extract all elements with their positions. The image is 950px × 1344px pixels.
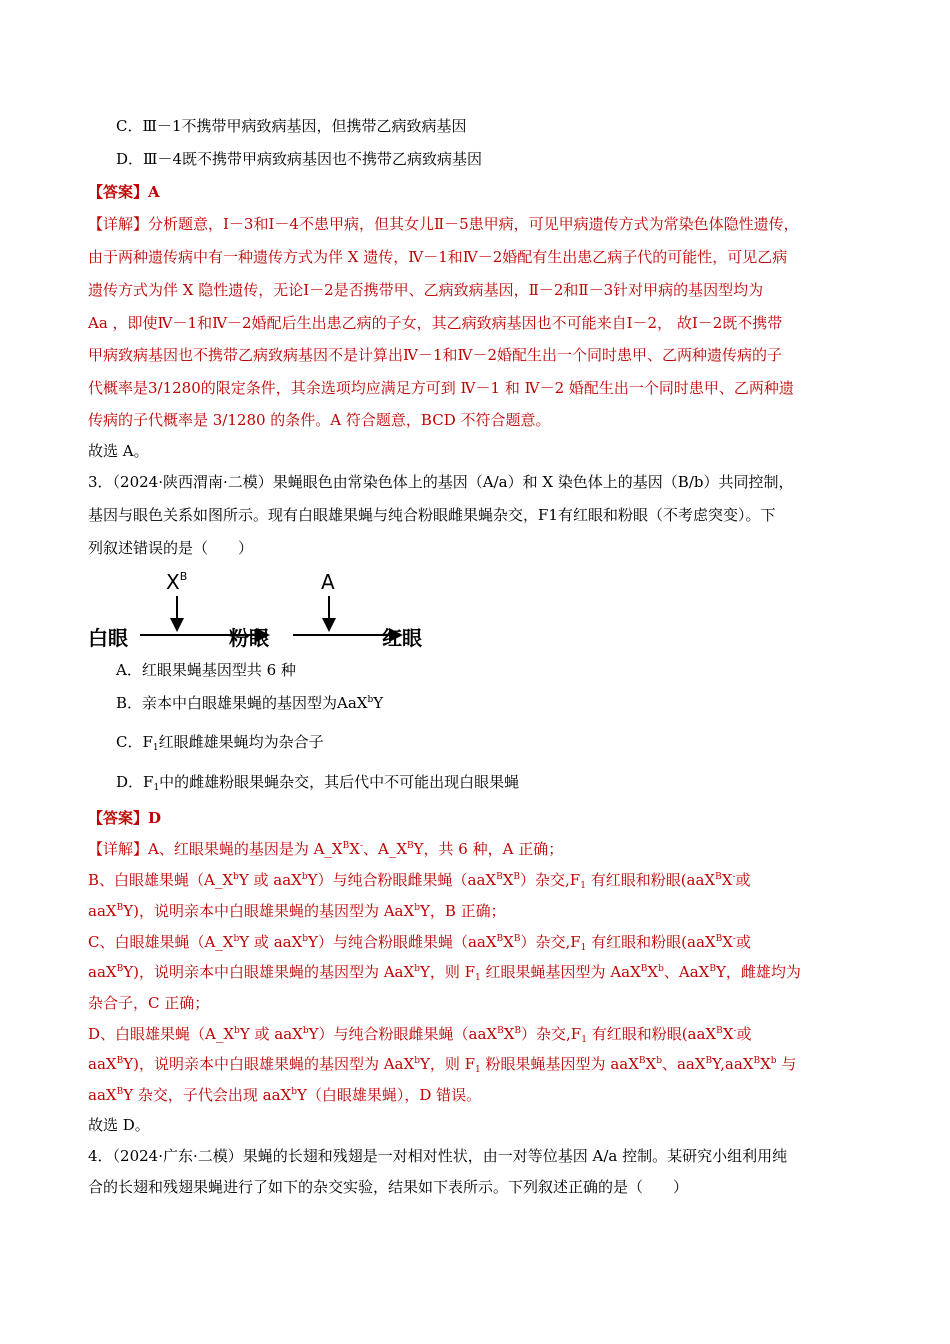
red-eye-node: 红眼 [382, 626, 422, 650]
option-c: C．$F_1$红眼雌雄果蝇均为杂合子 [116, 733, 324, 753]
pink-eye-node: 粉眼 [229, 626, 269, 650]
detail-d-line-1: D、白眼雄果蝇（$A\_X^bY$ 或 aaX$^b$Y）与纯合粉眼雌果蝇$(aaX^BX^B)$杂交$,F_1$ 有红眼和粉眼(aaX$^B$X-或 [88, 1025, 752, 1045]
white-eye-node: 白眼 [88, 626, 128, 650]
detail-a: 【详解】A、红眼果蝇的基因是为 $A\_X^BX^-$、$A\_X^BY$，共 6 种，A 正确； [88, 840, 564, 858]
xb-factor-label: $X^B$ [166, 570, 188, 594]
question-stem-line-1: 4．（2024·广东·二模）果蝇的长翅和残翅是一对相对性状，由一对等位基因 A/a 控制。某研究小组利用纯 [88, 1147, 788, 1165]
conclusion: 故选 D。 [88, 1116, 150, 1134]
detail-line-5: 甲病致病基因也不携带乙病致病基因不是计算出Ⅳ－1和Ⅳ－2婚配生出一个同时患甲、乙两种遗传病的子 [88, 346, 783, 364]
detail-line-2: 由于两种遗传病中有一种遗传方式为伴 X 遗传，Ⅳ－1和Ⅳ－2婚配有生出患乙病子代的可能性，可见乙病 [88, 248, 788, 266]
option-c: C．Ⅲ－1不携带甲病致病基因，但携带乙病致病基因 [116, 117, 467, 135]
option-b: B．亲本中白眼雄果蝇的基因型为AaX$^b$Y [116, 694, 384, 712]
xb-arrow [176, 596, 178, 630]
option-d: D．Ⅲ－4既不携带甲病致病基因也不携带乙病致病基因 [116, 150, 483, 168]
detail-b-line-1: B、白眼雄果蝇（$A\_X^bY$ 或 aaX$^b$Y）与纯合粉眼雌果蝇$(aaX^BX^B)$杂交$,F_1$ 有红眼和粉眼(aaX$^B$X-或 [88, 871, 751, 891]
detail-d-line-3: aaX$^B$Y 杂交，子代会出现 aaX$^b$Y（白眼雄果蝇），D 错误。 [88, 1086, 482, 1104]
option-d: D．$F_1$中的雌雄粉眼果蝇杂交，其后代中不可能出现白眼果蝇 [116, 773, 520, 793]
detail-b-line-2: aaX$^B$Y)，说明亲本中白眼雄果蝇的基因型为 AaX$^b$Y，B 正确； [88, 902, 506, 920]
question-stem-line-3: 列叙述错误的是（ ） [88, 539, 254, 557]
option-a: A．红眼果蝇基因型共 6 种 [116, 661, 296, 679]
detail-line-4: Aa ，即使Ⅳ－1和Ⅳ－2婚配后生出患乙病的子女，其乙病致病基因也不可能来自Ⅰ－2， 故Ⅰ－2既不携带 [88, 314, 783, 332]
detail-d-line-2: aaX$^B$Y)，说明亲本中白眼雄果蝇的基因型为 AaX$^b$Y，则 $F_1$ 粉眼果蝇基因型为 $aaX^BX^b$、$aaX^BY,aaX^BX^b$ 与 [88, 1055, 797, 1075]
detail-line-6: 代概率是3/1280的限定条件，其余选项均应满足方可到 Ⅳ－1 和 Ⅳ－2 婚配生出一个同时患甲、乙两种遗 [88, 379, 794, 397]
a-factor-label: A [321, 570, 335, 594]
answer-label: 【答案】A [88, 183, 160, 201]
eye-color-pathway-diagram [88, 566, 438, 656]
detail-line-7: 传病的子代概率是 3/1280 的条件。A 符合题意，BCD 不符合题意。 [88, 411, 551, 429]
detail-c-line-1: C、白眼雄果蝇（$A\_X^bY$ 或 aaX$^b$Y）与纯合粉眼雌果蝇$(aaX^BX^B)$杂交$,F_1$ 有红眼和粉眼(aaX$^B$X-或 [88, 933, 751, 953]
detail-c-line-3: 杂合子，C 正确； [88, 994, 210, 1012]
detail-line-3: 遗传方式为伴 X 隐性遗传，无论Ⅰ－2是否携带甲、乙病致病基因，Ⅱ－2和Ⅱ－3针对甲病的基因型均为 [88, 281, 764, 299]
conclusion: 故选 A。 [88, 442, 149, 460]
a-arrow [328, 596, 330, 630]
question-stem-line-2: 合的长翅和残翅果蝇进行了如下的杂交实验，结果如下表所示。下列叙述正确的是（ ） [88, 1178, 689, 1196]
question-stem-line-2: 基因与眼色关系如图所示。现有白眼雄果蝇与纯合粉眼雌果蝇杂交，F1有红眼和粉眼（不考虑突变）。下 [88, 506, 776, 524]
detail-c-line-2: aaX$^B$Y)，说明亲本中白眼雄果蝇的基因型为 AaX$^b$Y，则 $F_1$ 红眼果蝇基因型为 $AaX^BX^b$、AaX$^B$Y，雌雄均为 [88, 963, 801, 983]
answer-label: 【答案】D [88, 809, 162, 827]
detail-line-1: 【详解】分析题意，Ⅰ－3和Ⅰ－4不患甲病，但其女儿Ⅱ－5患甲病，可见甲病遗传方式为常染色体隐性遗传， [88, 215, 799, 233]
question-stem-line-1: 3．（2024·陕西渭南·二模）果蝇眼色由常染色体上的基因（A/a）和 X 染色体上的基因（B/b）共同控制， [88, 473, 794, 491]
